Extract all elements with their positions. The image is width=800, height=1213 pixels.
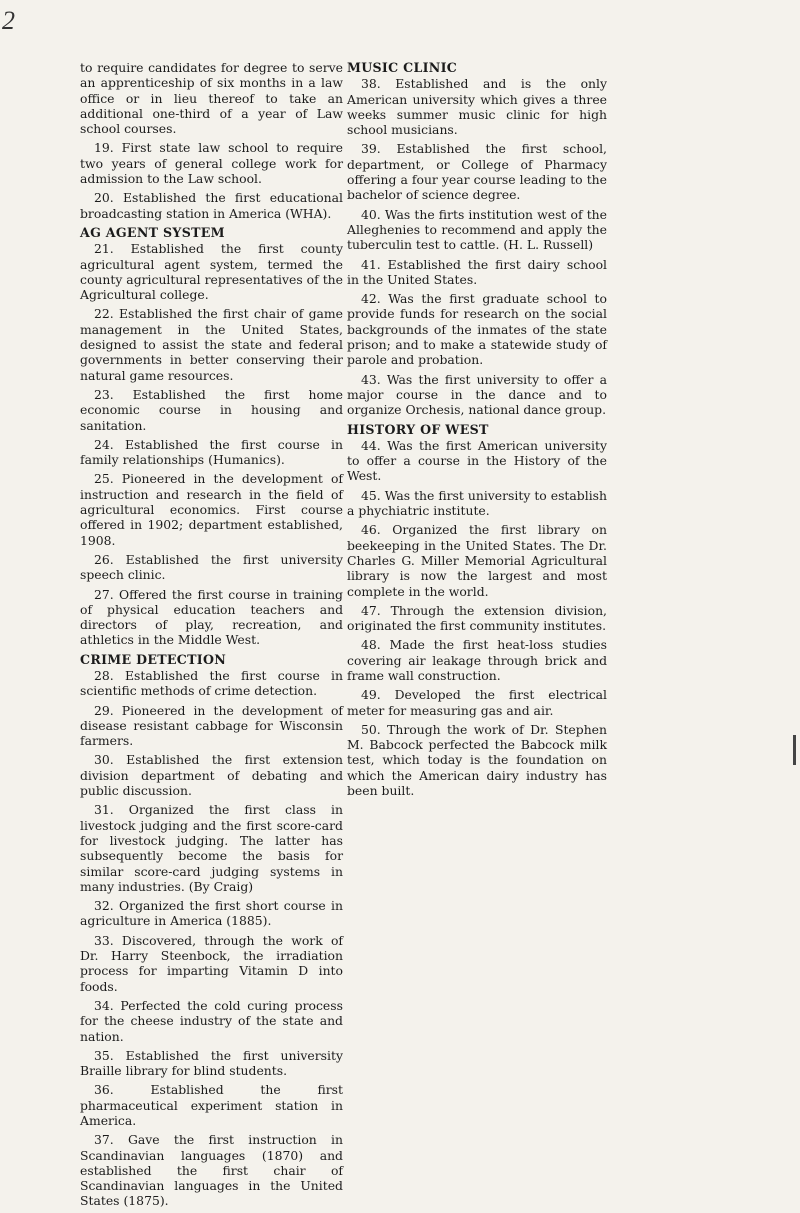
numbered-item: 39. Established the first school, department, or College of Pharmacy offering a four year course leading to the bachelor of science degree. (347, 141, 607, 203)
numbered-item: 29. Pioneered in the development of disease resistant cabbage for Wisconsin farmers. (80, 702, 343, 749)
numbered-item: 43. Was the first university to offer a major course in the dance and to organize Orchesis, national dance group. (347, 371, 607, 418)
numbered-item: 28. Established the first course in scientific methods of crime detection. (80, 667, 343, 699)
numbered-item: 49. Developed the first electrical meter for measuring gas and air. (347, 687, 607, 718)
numbered-item: 50. Through the work of Dr. Stephen M. Babcock perfected the Babcock milk test, which today is the foundation on which the American dairy industry has been built. (347, 721, 607, 799)
numbered-item: 40. Was the firts institution west of the Alleghenies to recommend and apply the tuberculin test to cattle. (H. L. Russell) (347, 206, 607, 253)
numbered-item: 24. Established the first course in family relationships (Humanics). (80, 436, 343, 468)
numbered-item: 38. Established and is the only American university which gives a three weeks summer music clinic for high school musicians. (347, 76, 607, 138)
left-text-column (80, 60, 343, 1213)
continued-paragraph: to require candidates for degree to serve an apprenticeship of six months in a law office or in lieu thereof to take an additional one-third of a year of Law school courses. (80, 60, 343, 137)
numbered-item: 25. Pioneered in the development of instruction and research in the field of agricultural economics. First course offered in 1902; department established, 1908. (80, 471, 343, 548)
numbered-item: 35. Established the first university Braille library for blind students. (80, 1047, 343, 1079)
numbered-item: 37. Gave the first instruction in Scandinavian languages (1870) and established the first chair of Scandinavian languages in the United States (1875). (80, 1132, 343, 1209)
numbered-item: 34. Perfected the cold curing process for the cheese industry of the state and nation. (80, 997, 343, 1044)
section-heading: MUSIC CLINIC (347, 60, 458, 75)
section-heading: AG AGENT SYSTEM (80, 224, 225, 240)
numbered-item: 33. Discovered, through the work of Dr. Harry Steenbock, the irradiation process for imparting Vitamin D into foods. (80, 932, 343, 994)
section-heading: CRIME DETECTION (80, 651, 227, 667)
numbered-item: 42. Was the first graduate school to provide funds for research on the social backgrounds of the inmates of the state prison; and to make a statewide study of parole and probation. (347, 291, 607, 368)
numbered-item: 32. Organized the first short course in agriculture in America (1885). (80, 898, 343, 929)
numbered-item: 20. Established the first educational broadcasting station in America (WHA). (80, 190, 343, 221)
numbered-item: 23. Established the first home economic course in housing and sanitation. (80, 386, 343, 433)
numbered-item: 41. Established the first dairy school in the United States. (347, 256, 607, 287)
numbered-item: 47. Through the extension division, originated the first community institutes. (347, 602, 607, 634)
numbered-item: 22. Established the first chair of game management in the United States, designed to assist the state and federal governments in better conserving their natural game resources. (80, 306, 343, 383)
numbered-item: 26. Established the first university speech clinic. (80, 551, 343, 583)
section-heading: HISTORY OF WEST (347, 421, 489, 437)
numbered-item: 46. Organized the first library on beekeeping in the United States. The Dr. Charles G. Miller Memorial Agricultural library is now the largest and most complete in the world. (347, 522, 607, 599)
numbered-item: 45. Was the first university to establish a phychiatric institute. (347, 487, 607, 519)
numbered-item: 48. Made the first heat-loss studies covering air leakage through brick and frame wall construction. (347, 637, 607, 683)
numbered-item: 27. Offered the first course in training of physical education teachers and directors of play, recreation, and athletics in the Middle West. (80, 586, 343, 648)
numbered-item: 31. Organized the first class in livestock judging and the first score-card for livestock judging. The latter has subsequently become the basis for similar score-card judging systems in many industries. (By Craig) (80, 802, 343, 894)
page-corner-mark: 2 (2, 6, 15, 35)
numbered-item: 36. Established the first pharmaceutical experiment station in America. (80, 1082, 343, 1128)
page-edge-mark (793, 735, 796, 765)
numbered-item: 44. Was the first American university to offer a course in the History of the West. (347, 437, 607, 484)
numbered-item: 19. First state law school to require two years of general college work for admission to the Law school. (80, 140, 343, 187)
numbered-item: 30. Established the first extension division department of debating and public discussion. (80, 752, 343, 799)
right-text-column (347, 60, 607, 802)
numbered-item: 21. Established the first county agricultural agent system, termed the county agricultural representatives of the Agricultural college. (80, 241, 343, 303)
